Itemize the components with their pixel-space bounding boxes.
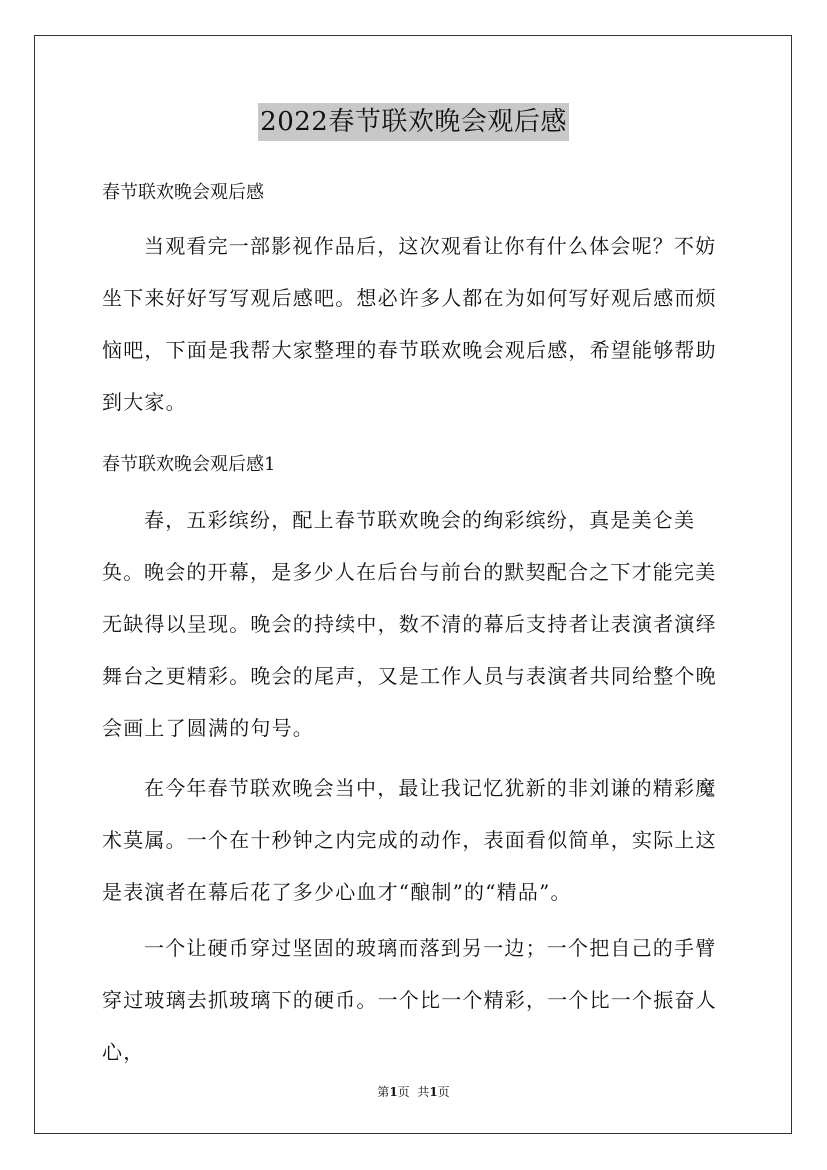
intro-paragraph: 当观看完一部影视作品后，这次观看让你有什么体会呢？不妨坐下来好好写写观后感吧。想必许多人都在为如何写好观后感而烦恼吧，下面是我帮大家整理的春节联欢晚会观后感，希望能够帮助到大家。 <box>102 234 717 414</box>
footer-page-suffix: 页 <box>437 1085 450 1099</box>
footer-page-prefix: 第 <box>377 1085 390 1099</box>
section-heading: 春节联欢晚会观后感1 <box>102 454 276 475</box>
footer-page-number: 1 <box>389 1085 398 1099</box>
paragraph-3: 在今年春节联欢晚会当中，最让我记忆犹新的非刘谦的精彩魔术莫属。一个在十秒钟之内完成的动作，表面看似简单，实际上这是表演者在幕后花了多少心血才“酿制”的“精品”。 <box>102 776 717 904</box>
page-footer <box>0 1084 827 1100</box>
title-container <box>0 103 827 141</box>
document-subtitle: 春节联欢晚会观后感 <box>102 182 264 203</box>
paragraph-2: 晚会的开幕，是多少人在后台与前台的默契配合之下才能完美无缺得以呈现。晚会的持续中，数不清的幕后支持者让表演者演绎舞台之更精彩。晚会的尾声，又是工作人员与表演者共同给整个晚会画上了圆满的句号。 <box>102 560 717 740</box>
document-title: 2022春节联欢晚会观后感 <box>258 103 569 141</box>
paragraph-4: 一个让硬币穿过坚固的玻璃而落到另一边；一个把自己的手臂穿过玻璃去抓玻璃下的硬币。一个比一个精彩，一个比一个振奋人心， <box>102 936 717 1064</box>
paragraph-1: 春，五彩缤纷，配上春节联欢晚会的绚彩缤纷，真是美仑美奂。 <box>102 508 696 584</box>
footer-page-total: 1 <box>429 1085 438 1099</box>
footer-page-mid: 页 共 <box>397 1085 430 1099</box>
